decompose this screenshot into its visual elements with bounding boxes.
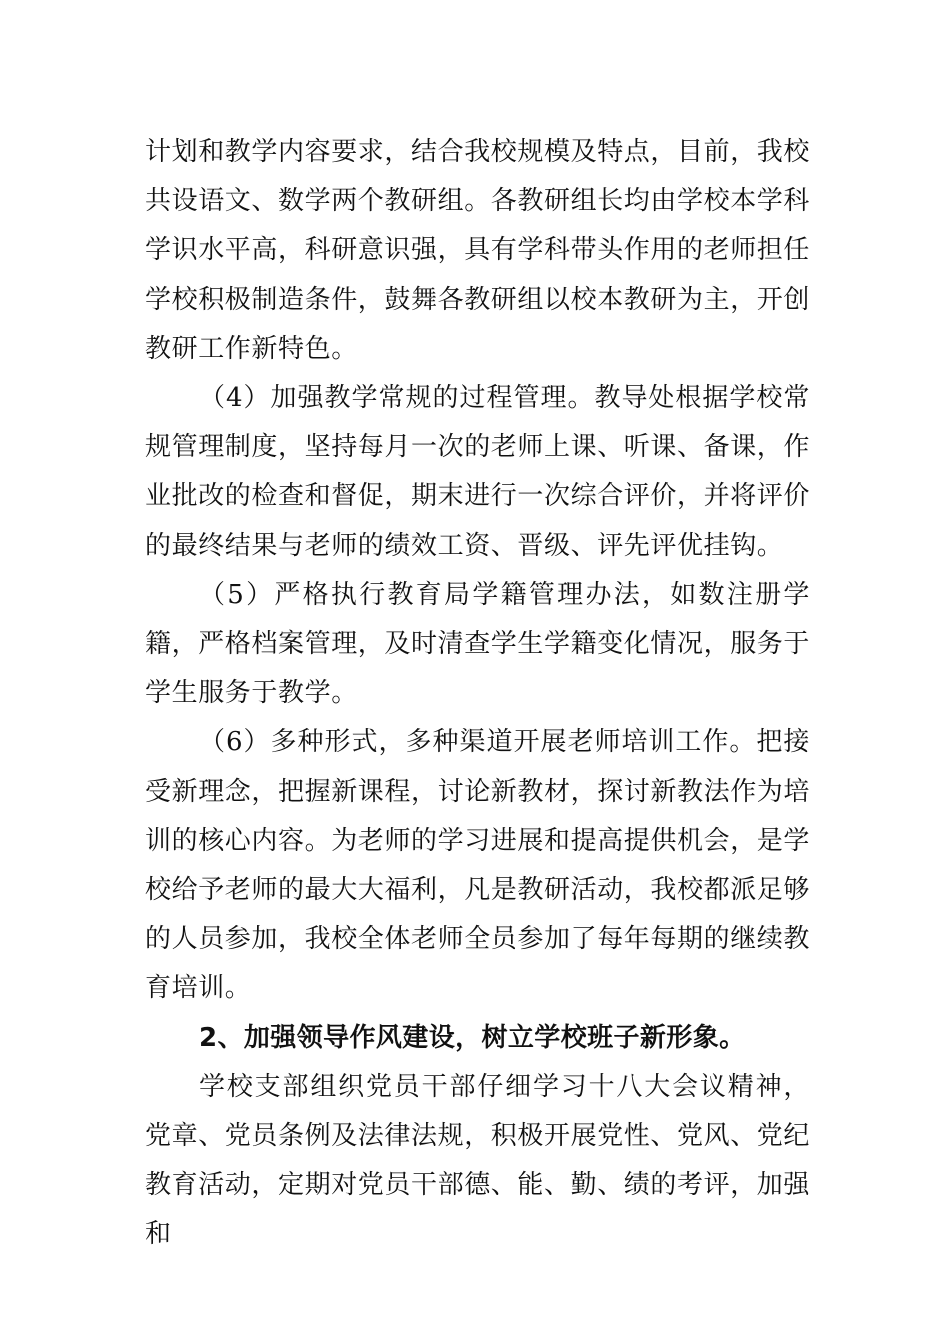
paragraph-item-4: （4）加强教学常规的过程管理。教导处根据学校常规管理制度，坚持每月一次的老师上课、听课、备课，作业批改的检查和督促，期末进行一次综合评价，并将评价的最终结果与老师的绩效工资、晋级、评先评优挂钩。	[145, 383, 811, 561]
paragraph-item-6: （6）多种形式，多种渠道开展老师培训工作。把接受新理念，把握新课程，讨论新教材，探讨新教法作为培训的核心内容。为老师的学习进展和提高提供机会，是学校给予老师的最大大福利，凡是教研活动，我校都派足够的人员参加，我校全体老师全员参加了每年每期的继续教育培训。	[145, 727, 811, 1004]
body-text	[145, 128, 810, 1260]
paragraph-continuation: 计划和教学内容要求，结合我校规模及特点，目前，我校共设语文、数学两个教研组。各教研组长均由学校本学科学识水平高，科研意识强，具有学科带头作用的老师担任学校积极制造条件，鼓舞各教研组以校本教研为主，开创教研工作新特色。	[145, 137, 811, 364]
paragraph-item-5: （5）严格执行教育局学籍管理办法，如数注册学籍，严格档案管理，及时清查学生学籍变化情况，服务于学生服务于教学。	[145, 579, 811, 709]
paragraph-section-2-body: 学校支部组织党员干部仔细学习十八大会议精神，党章、党员条例及法律法规，积极开展党性、党风、党纪教育活动，定期对党员干部德、能、勤、绩的考评，加强和	[145, 1071, 811, 1250]
section-2-heading: 2、加强领导作风建设，树立学校班子新形象。	[199, 1022, 746, 1053]
